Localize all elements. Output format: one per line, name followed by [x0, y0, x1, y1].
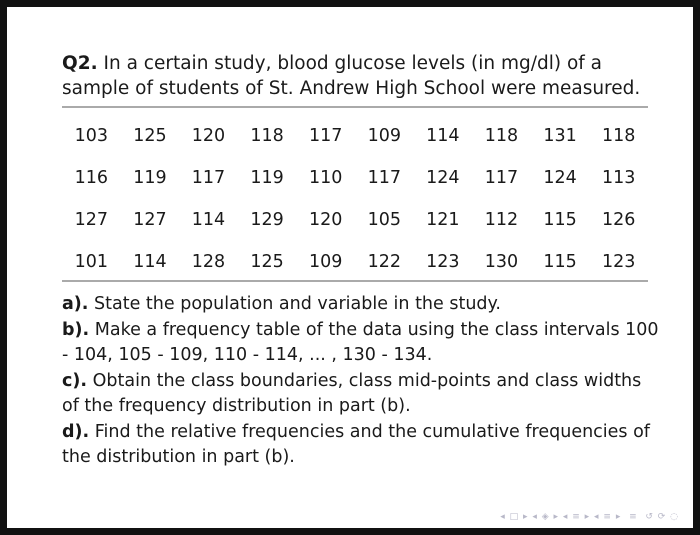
- table-cell: 125: [133, 126, 167, 146]
- part-c: [62, 369, 662, 420]
- table-cell: 118: [250, 126, 284, 146]
- glucose-data-table: [62, 115, 648, 283]
- table-cell: 115: [543, 210, 577, 230]
- table-cell: 114: [133, 252, 167, 272]
- part-label: a).: [62, 294, 89, 314]
- table-cell: 125: [250, 252, 284, 272]
- part-text: Find the relative frequencies and the cumulative frequencies of the distribution in part (b).: [62, 421, 650, 467]
- table-cell: 130: [484, 252, 519, 272]
- table-cell: 101: [74, 252, 108, 272]
- table-cell: 105: [367, 210, 401, 230]
- table-cell: 113: [601, 168, 636, 188]
- table-cell: 120: [308, 210, 343, 230]
- table-cell: 126: [601, 210, 636, 230]
- question-label: Q2.: [62, 53, 98, 74]
- table-cell: 129: [250, 210, 284, 230]
- table-cell: 127: [74, 210, 108, 230]
- table-cell: 115: [543, 252, 577, 272]
- table-cell: 120: [191, 126, 226, 146]
- table-cell: 117: [367, 168, 401, 188]
- table-cell: 114: [191, 210, 226, 230]
- table-cell: 123: [601, 252, 636, 272]
- table-cell: 109: [308, 252, 343, 272]
- part-text: Make a frequency table of the data using the class intervals 100 - 104, 105 - 109, 110 - 114, ... , 130 - 134.: [62, 319, 659, 365]
- table-cell: 119: [133, 168, 167, 188]
- part-label: c).: [62, 370, 88, 391]
- table-cell: 110: [308, 168, 343, 188]
- part-text: Obtain the class boundaries, class mid-points and class widths of the frequency distribution in part (b).: [62, 370, 642, 416]
- table-cell: 121: [426, 210, 460, 230]
- table-row: [62, 157, 648, 199]
- table-cell: 103: [74, 126, 108, 146]
- question: [62, 51, 662, 101]
- part-text: State the population and variable in the study.: [94, 294, 501, 314]
- part-label: b).: [62, 319, 90, 340]
- table-cell: 117: [308, 126, 343, 146]
- table-cell: 118: [484, 126, 519, 146]
- top-rule: [62, 106, 648, 108]
- table-cell: 109: [367, 126, 401, 146]
- table-cell: 123: [426, 252, 460, 272]
- table-cell: 117: [191, 168, 226, 188]
- table-cell: 128: [191, 252, 226, 272]
- table-cell: 119: [250, 168, 284, 188]
- part-label: d).: [62, 421, 90, 442]
- part-a: [62, 292, 662, 318]
- table-cell: 124: [426, 168, 460, 188]
- beamer-navigation-icons: ◂ □ ▸ ◂ ◈ ▸ ◂ ≡ ▸ ◂ ≡ ▸ ≡ ↺ ⟳ ◌: [500, 512, 679, 522]
- question-parts: [62, 292, 662, 471]
- slide: [7, 7, 693, 528]
- bottom-rule: [62, 280, 648, 282]
- table-cell: 116: [74, 168, 108, 188]
- question-text: In a certain study, blood glucose levels (in mg/dl) of a sample of students of St. Andrew High School were measured.: [62, 53, 641, 99]
- table-cell: 131: [543, 126, 577, 146]
- table-row: [62, 241, 648, 283]
- table-row: [62, 115, 648, 157]
- table-cell: 124: [543, 168, 577, 188]
- table-cell: 117: [484, 168, 519, 188]
- part-b: [62, 318, 662, 369]
- table-cell: 122: [367, 252, 401, 272]
- table-cell: 112: [484, 210, 519, 230]
- table-cell: 114: [426, 126, 460, 146]
- table-cell: 118: [601, 126, 636, 146]
- table-row: [62, 199, 648, 241]
- part-d: [62, 420, 662, 471]
- table-cell: 127: [133, 210, 167, 230]
